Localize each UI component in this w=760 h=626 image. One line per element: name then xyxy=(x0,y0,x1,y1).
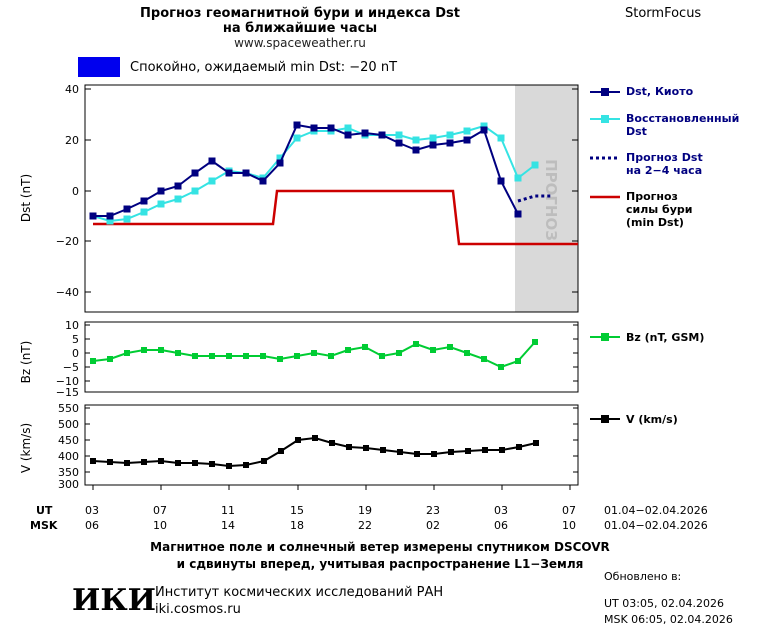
svg-text:10: 10 xyxy=(65,319,79,332)
brand-label: StormFocus xyxy=(625,6,702,21)
institute-name: Институт космических исследований РАН xyxy=(155,585,444,600)
svg-text:−10: −10 xyxy=(55,375,79,388)
msk-tick-0: 06 xyxy=(85,519,99,532)
svg-text:400: 400 xyxy=(58,450,79,463)
legend-swatch-v xyxy=(590,412,620,426)
svg-text:Dst (nT): Dst (nT) xyxy=(19,173,33,223)
svg-text:500: 500 xyxy=(58,418,79,431)
svg-text:−20: −20 xyxy=(55,235,79,248)
msk-tick-6: 06 xyxy=(494,519,508,532)
legend-swatch-restored-dst xyxy=(590,112,620,126)
institute-url: iki.cosmos.ru xyxy=(155,602,241,617)
svg-text:Bz (nT): Bz (nT) xyxy=(19,340,33,384)
updated-msk: MSK 06:05, 02.04.2026 xyxy=(604,613,733,626)
legend-swatch-storm-forecast xyxy=(590,190,620,204)
svg-text:40: 40 xyxy=(65,83,79,96)
chart-legend xyxy=(590,85,758,229)
footer-note-line2: и сдвинуты вперед, учитывая распространение L1−Земля xyxy=(176,557,584,571)
ut-date-range: 01.04−02.04.2026 xyxy=(604,504,708,517)
legend-v xyxy=(590,412,678,426)
page-title-line2: на ближайшие часы xyxy=(222,21,378,36)
legend-bz xyxy=(590,330,704,344)
msk-tick-2: 14 xyxy=(221,519,235,532)
page-title: Прогноз геомагнитной бури и индекса Dst xyxy=(140,6,460,21)
svg-text:V (km/s): V (km/s) xyxy=(19,422,33,474)
svg-text:−40: −40 xyxy=(55,286,79,299)
ut-tick-2: 11 xyxy=(221,504,235,517)
msk-tick-7: 10 xyxy=(562,519,576,532)
ut-tick-5: 23 xyxy=(426,504,440,517)
svg-text:20: 20 xyxy=(65,134,79,147)
updated-title: Обновлено в: xyxy=(604,570,682,583)
status-text: Спокойно, ожидаемый min Dst: −20 nT xyxy=(130,59,398,75)
msk-date-range: 01.04−02.04.2026 xyxy=(604,519,708,532)
legend-label-dst-forecast-1: Прогноз Dst xyxy=(626,151,703,164)
legend-label-dst-forecast-2: на 2−4 часа xyxy=(626,164,703,177)
ut-axis-label: UT xyxy=(36,504,53,517)
ut-tick-1: 07 xyxy=(153,504,167,517)
svg-text:300: 300 xyxy=(58,478,79,491)
legend-label-storm-forecast-1: Прогноз xyxy=(626,190,678,203)
ut-tick-0: 03 xyxy=(85,504,99,517)
legend-label-restored-dst-1: Восстановленный xyxy=(626,112,740,125)
msk-tick-5: 02 xyxy=(426,519,440,532)
legend-swatch-dst-forecast xyxy=(590,151,620,165)
svg-text:5: 5 xyxy=(72,333,79,346)
legend-label-v: V (km/s) xyxy=(626,412,678,426)
legend-swatch-bz xyxy=(590,330,620,344)
site-url: www.spaceweather.ru xyxy=(234,36,366,50)
ut-tick-4: 19 xyxy=(358,504,372,517)
svg-text:0: 0 xyxy=(72,347,79,360)
msk-tick-3: 18 xyxy=(290,519,304,532)
footer-note-line1: Магнитное поле и солнечный ветер измерены спутником DSCOVR xyxy=(150,540,610,554)
svg-text:−15: −15 xyxy=(55,386,79,399)
legend-label-bz: Bz (nT, GSM) xyxy=(626,330,705,344)
msk-tick-1: 10 xyxy=(153,519,167,532)
ut-tick-6: 03 xyxy=(494,504,508,517)
ut-tick-7: 07 xyxy=(562,504,576,517)
legend-label-dst-kyoto: Dst, Киото xyxy=(626,85,694,98)
updated-ut: UT 03:05, 02.04.2026 xyxy=(604,597,724,610)
ut-tick-3: 15 xyxy=(290,504,304,517)
legend-label-storm-forecast-3: (min Dst) xyxy=(626,216,684,229)
msk-axis-label: MSK xyxy=(30,519,58,532)
svg-text:450: 450 xyxy=(58,434,79,447)
svg-text:0: 0 xyxy=(72,185,79,198)
institute-logo: ИКИ xyxy=(72,583,156,618)
msk-tick-4: 22 xyxy=(358,519,372,532)
legend-label-restored-dst-2: Dst xyxy=(626,125,647,138)
legend-label-storm-forecast-2: силы бури xyxy=(626,203,693,216)
svg-text:−5: −5 xyxy=(62,361,79,374)
svg-text:550: 550 xyxy=(58,402,79,415)
svg-text:ПРОГНОЗ: ПРОГНОЗ xyxy=(542,159,560,241)
svg-text:350: 350 xyxy=(58,466,79,479)
legend-swatch-dst-kyoto xyxy=(590,85,620,99)
